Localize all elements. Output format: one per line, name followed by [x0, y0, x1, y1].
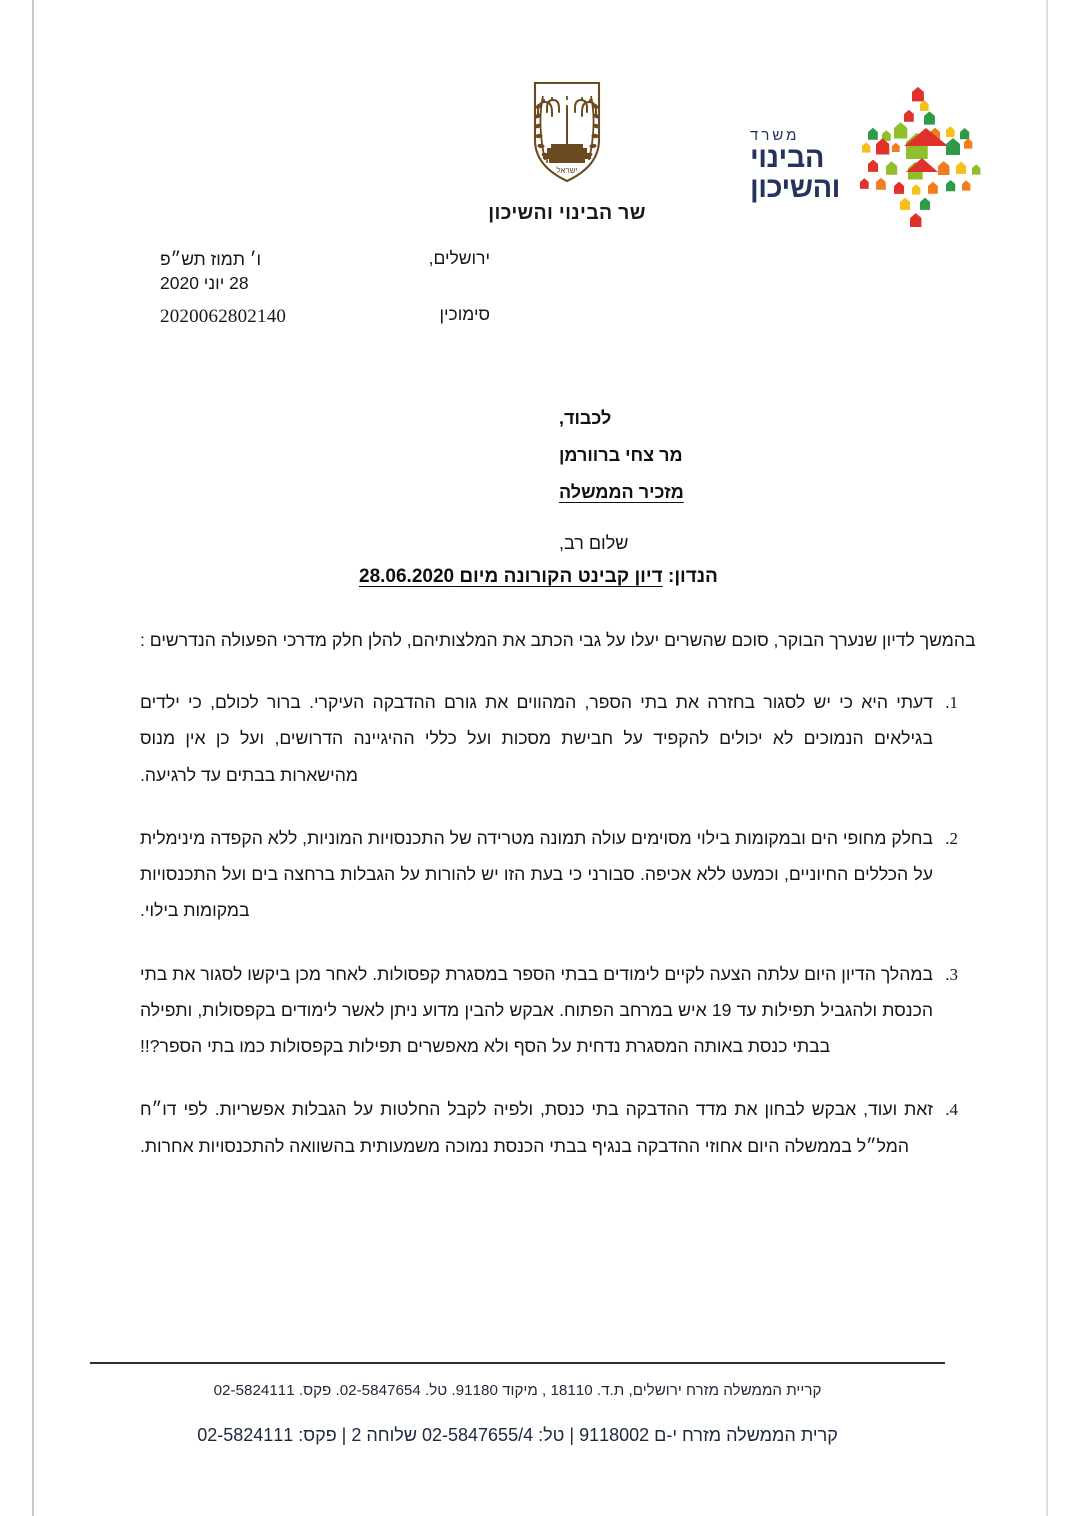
body-intro-paragraph: בהמשך לדיון שנערך הבוקר, סוכם שהשרים יעלו על גבי הכתב את המלצותיהם, להלן חלק מדרכי הפעולה הנדרשים :: [140, 630, 976, 650]
hebrew-date: ו׳ תמוז תש״פ: [160, 249, 262, 269]
list-item: 1. דעתי היא כי יש לסגור בחזרה את בתי הספר, המהווים את גורם ההדבקה העיקרי. ברור לכולם, כי ילדים בגילאים הנמוכים לא יכולים להקפיד על חבישת מסכות ועל כללי ההיגיינה הדרושים, ועל כן אין מנוס מהישארות בבתים עד לרגיעה.: [140, 684, 941, 793]
houses-star-of-david-logo-icon: [846, 86, 1006, 246]
meta-row-reference: [160, 304, 490, 330]
state-emblem-block: [452, 78, 682, 225]
letter-meta-block: [160, 248, 490, 339]
meta-row-city: [160, 248, 490, 295]
date-values: [160, 248, 261, 295]
ministry-logo-line-small: משרד: [750, 127, 800, 144]
reference-number: 2020062802140: [160, 306, 287, 328]
footer-address-line-1: קריית הממשלה מזרח ירושלים, ת.ד. 18110 , מיקוד 91180. טל. 02-5847654. פקס. 02-5824111: [213, 1382, 822, 1399]
footer-address-line-2: קרית הממשלה מזרח י-ם 9118002 | טל: 02-5847655/4 שלוחה 2 | פקס: 02-5824111: [197, 1425, 838, 1445]
ministry-logo-line-big-2: והשיכון: [750, 171, 840, 204]
subject-label: הנדון:: [668, 566, 718, 587]
israel-state-emblem-menorah-icon: [521, 78, 613, 186]
minister-title: שר הבינוי והשיכון: [488, 202, 646, 224]
letterhead: [0, 78, 1079, 248]
body-numbered-list: [140, 684, 979, 1164]
list-item: 2. בחלק מחופי הים ובמקומות בילוי מסוימים עולה תמונה מטרידה של התכנסויות המוניות, ללא הקפדה מינימלית על הכללים החיוניים, וכמעט ללא אכיפה. סבורני כי בעת הזו יש להורות על הגבלות ברחצה בים ועל התכנסויות במקומות בילוי.: [140, 820, 941, 929]
addressee-name: מר צחי ברוורמן: [559, 444, 683, 465]
subject-text: דיון קבינט הקורונה מיום 28.06.2020: [359, 566, 663, 587]
letter-footer: [90, 1362, 945, 1446]
city-label: ירושלים,: [428, 248, 490, 268]
greeting-line: שלום רב,: [559, 533, 629, 553]
gregorian-date: 28 יוני 2020: [160, 272, 249, 293]
ministry-logo-line-big-1: הבינוי: [750, 142, 824, 174]
footer-divider: [90, 1362, 945, 1364]
subject-line: [359, 566, 979, 588]
reference-value: [160, 304, 286, 330]
addressee-salutation: לכבוד,: [559, 408, 612, 428]
ministry-logo: [700, 80, 1020, 245]
letter-body: [140, 622, 979, 1191]
addressee-role: מזכיר הממשלה: [559, 481, 684, 502]
addressee-block: [559, 400, 979, 511]
svg-text:ישראל: ישראל: [556, 166, 578, 175]
reference-label: סימוכין: [439, 304, 490, 325]
list-item: 3. במהלך הדיון היום עלתה הצעה לקיים לימודים בבתי הספר במסגרת קפסולות. לאחר מכן ביקשו לסגור את בתי הכנסת ולהגביל תפילות עד 19 איש במרחב הפתוח. אבקש להבין מדוע ניתן לאשר לימודים בקפסולות, ותפילה בבתי כנסת באותה המסגרת נדחית על הסף ולא מאפשרים תפילות בקפסולות כמו בתי הספר?!!: [140, 956, 941, 1065]
list-item: 4. זאת ועוד, אבקש לבחון את מדד ההדבקה בתי כנסת, ולפיה לקבל החלטות על הגבלות אפשריות. לפי דו״ח המל״ל בממשלה היום אחוזי ההדבקה בנגיף בבתי הכנסת נמוכה משמעותית בהשוואה להתכנסויות אחרות.: [140, 1091, 941, 1163]
